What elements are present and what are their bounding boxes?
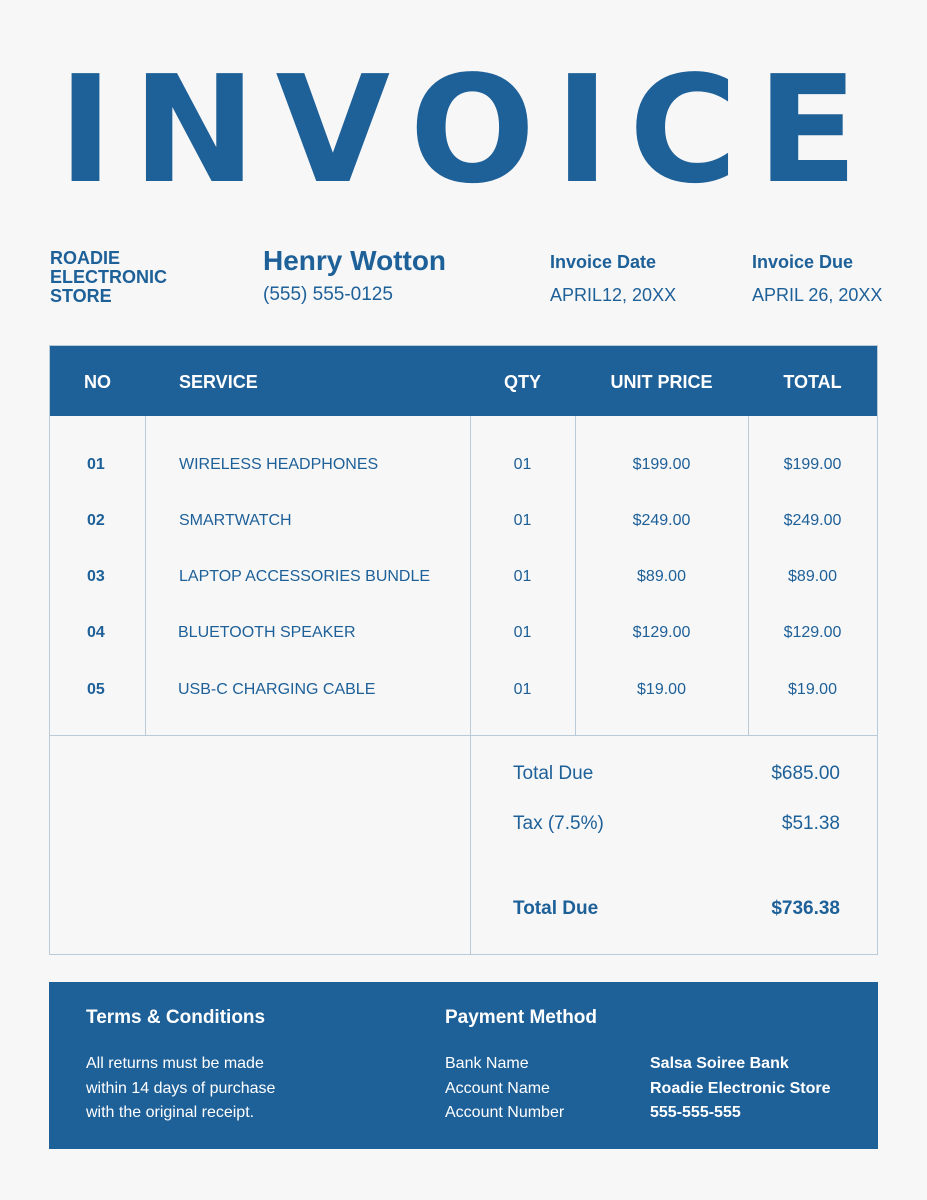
- title-letter: I: [58, 44, 114, 216]
- row-no: 04: [87, 624, 105, 641]
- row-unit-price: $89.00: [637, 568, 686, 585]
- row-service: LAPTOP ACCESSORIES BUNDLE: [179, 568, 431, 585]
- header-no: NO: [84, 372, 111, 392]
- row-unit-price: $19.00: [637, 681, 686, 698]
- row-service: SMARTWATCH: [179, 512, 292, 529]
- title-letter: I: [554, 44, 610, 216]
- row-no: 05: [87, 681, 105, 698]
- store-name-line: ELECTRONIC: [50, 267, 167, 287]
- bank-name-label: Bank Name: [445, 1055, 529, 1072]
- terms-text: [86, 1052, 275, 1126]
- invoice-title: [58, 44, 858, 216]
- invoice-date-value: APRIL12, 20XX: [550, 285, 677, 305]
- row-qty: 01: [513, 624, 532, 641]
- row-qty: 01: [513, 681, 532, 698]
- payment-labels: [445, 1052, 564, 1126]
- row-total: $89.00: [788, 568, 837, 585]
- row-no: 01: [87, 456, 105, 473]
- row-service: BLUETOOTH SPEAKER: [178, 624, 356, 641]
- row-unit-price: $129.00: [632, 624, 691, 641]
- invoice-due-value: APRIL 26, 20XX: [752, 285, 883, 305]
- account-name-value: Roadie Electronic Store: [650, 1079, 831, 1097]
- bank-name-value: Salsa Soiree Bank: [650, 1055, 789, 1072]
- title-letter: E: [756, 44, 858, 216]
- invoice-date-label: Invoice Date: [550, 252, 657, 272]
- header-qty: QTY: [503, 372, 541, 392]
- client-name: Henry Wotton: [263, 245, 447, 276]
- row-unit-price: $199.00: [632, 456, 691, 473]
- header-total: TOTAL: [783, 372, 842, 392]
- store-name-line: ROADIE: [50, 248, 121, 268]
- total-due-label: Total Due: [513, 898, 599, 919]
- row-no: 03: [87, 568, 105, 585]
- account-number-label: Account Number: [445, 1104, 565, 1121]
- tax-label: Tax (7.5%): [513, 813, 604, 834]
- row-divider: [50, 735, 877, 736]
- terms-line: All returns must be made: [86, 1055, 264, 1072]
- account-number-value: 555-555-555: [650, 1104, 741, 1121]
- payment-title: Payment Method: [445, 1007, 598, 1028]
- title-letter: N: [132, 44, 257, 216]
- terms-line: within 14 days of purchase: [86, 1079, 276, 1097]
- subtotal-label: Total Due: [513, 763, 594, 784]
- row-service: WIRELESS HEADPHONES: [179, 456, 379, 473]
- row-total: $199.00: [783, 456, 842, 473]
- store-name: [50, 249, 230, 306]
- row-no: 02: [87, 512, 105, 529]
- account-name-label: Account Name: [445, 1079, 550, 1097]
- subtotal-value: $685.00: [771, 763, 840, 784]
- store-name-line: STORE: [50, 286, 112, 306]
- payment-values: [650, 1052, 831, 1126]
- total-due-value: $736.38: [771, 898, 840, 919]
- row-total: $249.00: [783, 512, 842, 529]
- terms-title: Terms & Conditions: [86, 1007, 266, 1028]
- items-table: [49, 345, 878, 955]
- header-service: SERVICE: [179, 372, 258, 392]
- invoice-due-label: Invoice Due: [752, 252, 854, 272]
- client-phone: (555) 555-0125: [263, 284, 393, 305]
- column-divider: [145, 416, 146, 735]
- row-qty: 01: [513, 456, 532, 473]
- row-service: USB-C CHARGING CABLE: [178, 681, 376, 698]
- title-letter: O: [409, 44, 536, 216]
- header-unit-price: UNIT PRICE: [610, 372, 713, 392]
- row-qty: 01: [513, 512, 532, 529]
- footer-panel: [49, 982, 878, 1149]
- title-letter: V: [275, 44, 391, 216]
- row-total: $19.00: [788, 681, 837, 698]
- terms-line: with the original receipt.: [86, 1104, 255, 1121]
- row-qty: 01: [513, 568, 532, 585]
- row-unit-price: $249.00: [632, 512, 691, 529]
- title-letter: C: [628, 44, 738, 216]
- tax-value: $51.38: [781, 813, 840, 834]
- row-total: $129.00: [783, 624, 842, 641]
- table-header: [50, 346, 877, 416]
